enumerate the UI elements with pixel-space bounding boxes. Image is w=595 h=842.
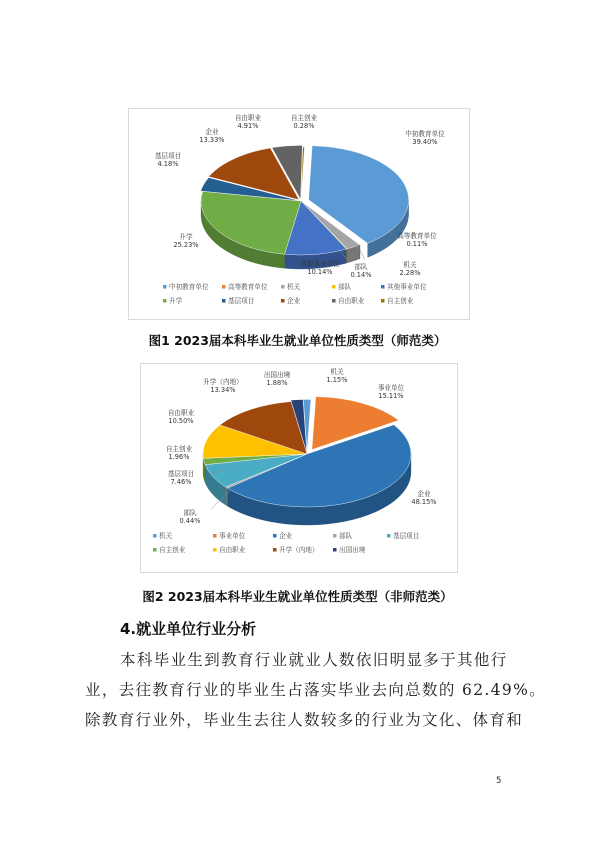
slice-label-0: 机关 [330,368,344,376]
legend-swatch-4 [381,285,385,289]
legend-swatch-7 [273,548,277,552]
figure-1-caption: 图1 2023届本科毕业生就业单位性质类型（师范类） [148,333,447,348]
slice-value-label-6: 4.18% [157,159,179,168]
legend-label-3: 部队 [339,532,353,540]
slice-label-7: 企业 [205,128,219,136]
figure-2-caption: 图2 2023届本科毕业生就业单位性质类型（非师范类） [142,589,453,604]
slice-value-label-0: 1.15% [326,375,348,384]
paragraph-line-3: 除教育行业外，毕业生去往人数较多的行业为文化、体育和 [85,711,524,729]
legend-label-7: 企业 [287,297,301,305]
pie-chart-teacher-training [128,108,470,320]
legend-label-1: 高等教育单位 [228,283,268,291]
legend-swatch-6 [222,299,226,303]
page-number: 5 [496,776,502,786]
pie-chart-2-svg [141,364,457,572]
paragraph-line-2: 业，去往教育行业的毕业生占落实毕业去向总数的 62.49%。 [85,681,547,699]
slice-value-label-2: 48.15% [411,497,437,506]
legend-label-8: 出国出境 [339,546,366,554]
legend-swatch-2 [273,534,277,538]
legend-swatch-1 [213,534,217,538]
slice-label-4: 其他事业单位 [300,260,340,268]
legend-label-5: 升学 [169,297,183,305]
legend-label-9: 自主创业 [387,297,414,305]
slice-label-6: 自由职业 [167,409,195,417]
legend-swatch-8 [332,299,336,303]
slice-value-label-5: 1.96% [168,452,190,461]
legend-label-8: 自由职业 [338,297,365,305]
slice-label-8: 出国出境 [263,371,291,379]
legend-swatch-7 [281,299,285,303]
legend-label-4: 基层项目 [393,532,420,540]
legend-label-3: 部队 [338,283,352,291]
slice-label-9: 自主创业 [290,114,318,122]
slice-value-label-7: 13.34% [210,385,236,394]
slice-value-label-4: 10.14% [307,267,333,276]
legend-label-1: 事业单位 [219,532,246,540]
slice-label-8: 自由职业 [234,114,262,122]
slice-value-label-7: 13.33% [199,135,225,144]
legend-swatch-3 [333,534,337,538]
legend-swatch-4 [387,534,391,538]
slice-value-label-3: 0.44% [179,516,201,525]
slice-value-label-8: 1.88% [266,378,288,387]
slice-label-1: 事业单位 [377,384,405,392]
slice-label-3: 部队 [183,509,197,517]
legend-swatch-6 [213,548,217,552]
slice-label-0: 中初教育单位 [405,130,445,138]
legend-label-0: 中初教育单位 [169,283,209,291]
legend-label-6: 自由职业 [219,546,246,554]
legend-swatch-0 [153,534,157,538]
legend-label-6: 基层项目 [228,297,255,305]
slice-value-label-9: 0.28% [293,121,315,130]
slice-label-2: 机关 [403,261,417,269]
legend-swatch-5 [153,548,157,552]
slice-label-4: 基层项目 [167,470,195,478]
legend-swatch-3 [332,285,336,289]
slice-label-7: 升学（内地） [203,378,243,386]
section-heading: 4.就业单位行业分析 [120,620,257,638]
slice-value-label-2: 2.28% [399,268,421,277]
slice-value-label-6: 10.50% [168,416,194,425]
slice-label-5: 自主创业 [165,445,193,453]
legend-swatch-0 [163,285,167,289]
pie-chart-1-svg [129,109,469,319]
legend-label-5: 自主创业 [159,546,186,554]
legend-swatch-9 [381,299,385,303]
slice-value-label-8: 4.91% [237,121,259,130]
legend-label-2: 企业 [279,532,293,540]
slice-label-2: 企业 [417,490,431,498]
legend-swatch-1 [222,285,226,289]
legend-swatch-2 [281,285,285,289]
slice-label-5: 升学 [179,233,193,241]
legend-label-0: 机关 [159,532,173,540]
slice-value-label-1: 0.11% [406,239,428,248]
slice-value-label-0: 39.40% [412,137,438,146]
legend-label-2: 机关 [287,283,301,291]
slice-label-3: 部队 [354,263,368,271]
legend-swatch-5 [163,299,167,303]
pie-slice-5 [201,191,301,254]
slice-value-label-5: 25.23% [173,240,199,249]
slice-label-1: 高等教育单位 [397,232,437,240]
slice-value-label-1: 15.11% [378,391,404,400]
legend-label-7: 升学（内地） [279,546,319,554]
slice-label-6: 基层项目 [154,152,182,160]
legend-swatch-8 [333,548,337,552]
paragraph-line-1: 本科毕业生到教育行业就业人数依旧明显多于其他行 [120,651,508,669]
pie-chart-non-teacher-training [140,363,458,573]
slice-value-label-3: 0.14% [350,270,372,279]
legend-label-4: 其他事业单位 [387,283,427,291]
slice-value-label-4: 7.46% [170,477,192,486]
pie-slice-side-3 [226,487,228,506]
